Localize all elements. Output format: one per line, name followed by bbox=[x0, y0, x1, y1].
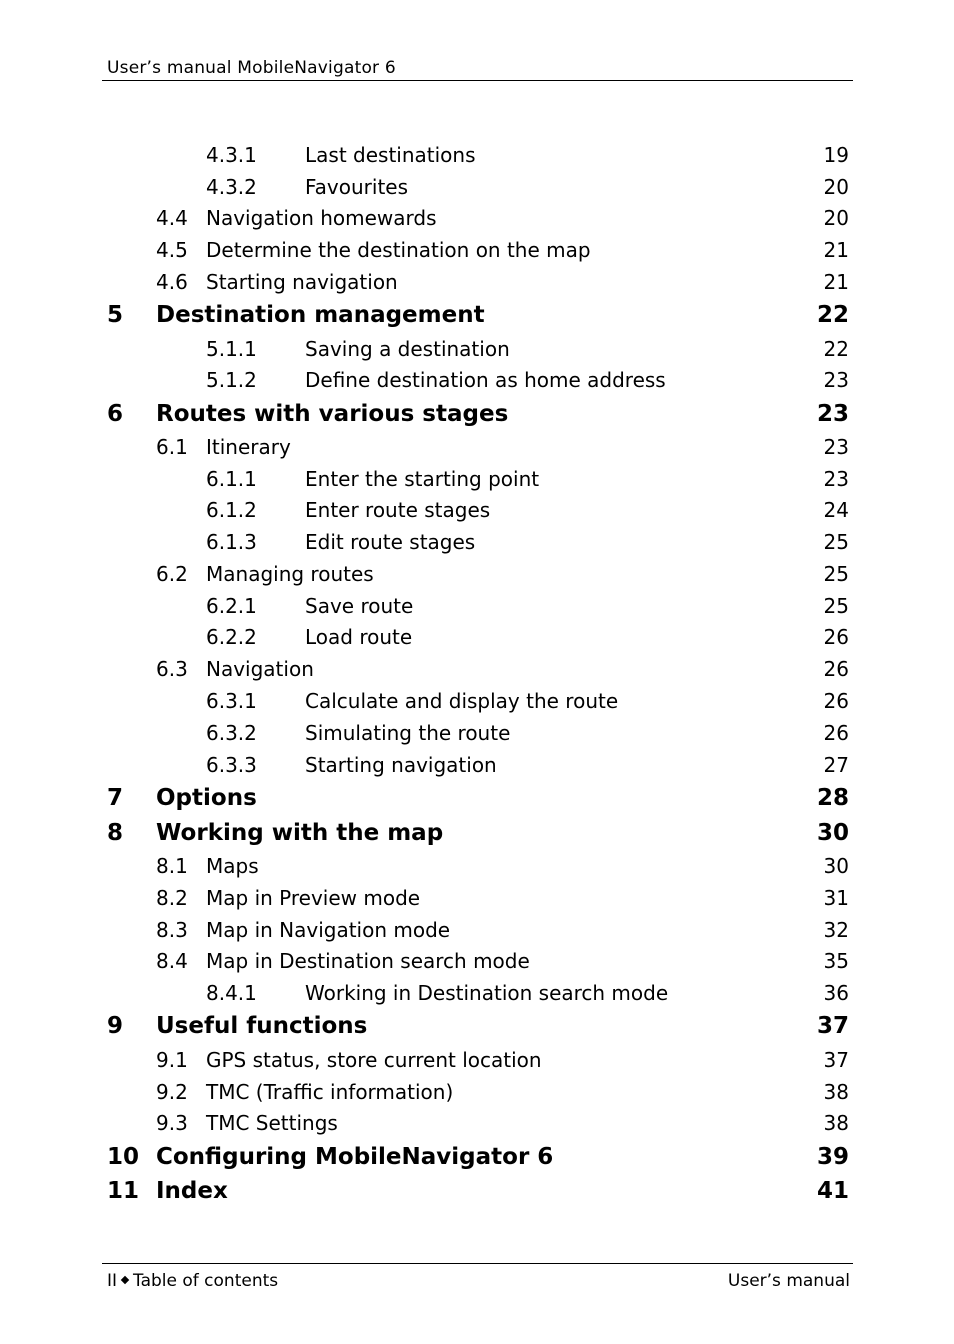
toc-entry-title: Calculate and display the route bbox=[305, 689, 619, 713]
toc-entry-num: 4.3.1 bbox=[206, 143, 257, 167]
toc-entry-title: Map in Navigation mode bbox=[206, 918, 451, 942]
toc-entry-num: 6.2.1 bbox=[206, 594, 257, 618]
toc-entry-title: Starting navigation bbox=[305, 753, 497, 777]
toc-entry-num: 6 bbox=[107, 401, 124, 427]
toc-entry-page: 30 bbox=[816, 820, 849, 846]
toc-entry-page: 37 bbox=[816, 1013, 849, 1039]
toc-entry-page: 21 bbox=[823, 270, 849, 294]
toc-entry-num: 9 bbox=[107, 1013, 124, 1039]
toc-entry-page: 38 bbox=[823, 1080, 849, 1104]
toc-entry-page: 22 bbox=[816, 302, 849, 328]
toc-entry-title: Define destination as home address bbox=[305, 368, 666, 392]
toc-entry-title: Index bbox=[156, 1178, 228, 1204]
toc-entry-title: Routes with various stages bbox=[156, 401, 509, 427]
toc-entry-page: 25 bbox=[823, 530, 849, 554]
toc-entry-title: Starting navigation bbox=[206, 270, 398, 294]
toc-entry-title: Favourites bbox=[305, 175, 409, 199]
toc-entry-num: 8 bbox=[107, 820, 124, 846]
toc-entry-page: 22 bbox=[823, 337, 849, 361]
toc-entry-page: 26 bbox=[823, 625, 849, 649]
footer-page-number: II bbox=[107, 1271, 118, 1291]
toc-entry-title: TMC Settings bbox=[206, 1111, 338, 1135]
toc-entry-title: Load route bbox=[305, 625, 413, 649]
toc-entry-page: 32 bbox=[823, 918, 849, 942]
toc-entry-page: 20 bbox=[823, 206, 849, 230]
toc-entry-page: 24 bbox=[823, 498, 849, 522]
toc-entry-num: 11 bbox=[107, 1178, 140, 1204]
toc-entry-title: Configuring MobileNavigator 6 bbox=[156, 1144, 554, 1170]
toc-entry-num: 6.1.1 bbox=[206, 467, 257, 491]
toc-entry-page: 23 bbox=[823, 435, 849, 459]
toc-entry-num: 6.1.3 bbox=[206, 530, 257, 554]
toc-entry-title: Navigation homewards bbox=[206, 206, 437, 230]
toc-entry-title: Saving a destination bbox=[305, 337, 510, 361]
toc-entry-num: 6.1.2 bbox=[206, 498, 257, 522]
toc-entry-num: 10 bbox=[107, 1144, 140, 1170]
diamond-bullet-icon bbox=[121, 1275, 129, 1283]
toc-entry-page: 27 bbox=[823, 753, 849, 777]
toc-entry-page: 25 bbox=[823, 594, 849, 618]
toc-entry-title: Map in Preview mode bbox=[206, 886, 421, 910]
toc-entry-num: 8.4.1 bbox=[206, 981, 257, 1005]
toc-entry-page: 23 bbox=[823, 467, 849, 491]
toc-entry-page: 26 bbox=[823, 689, 849, 713]
toc-entry-num: 8.4 bbox=[156, 949, 188, 973]
toc-entry-num: 9.1 bbox=[156, 1048, 188, 1072]
toc-entry-page: 37 bbox=[823, 1048, 849, 1072]
footer-section: Table of contents bbox=[133, 1271, 279, 1291]
toc-entry-title: Simulating the route bbox=[305, 721, 511, 745]
toc-entry-num: 6.2 bbox=[156, 562, 188, 586]
toc-entry-num: 8.3 bbox=[156, 918, 188, 942]
toc-entry-title: GPS status, store current location bbox=[206, 1048, 542, 1072]
toc-entry-num: 8.2 bbox=[156, 886, 188, 910]
toc-entry-page: 23 bbox=[816, 401, 849, 427]
toc-entry-title: Useful functions bbox=[156, 1013, 368, 1039]
toc-entry-num: 6.2.2 bbox=[206, 625, 257, 649]
toc-entry-page: 23 bbox=[823, 368, 849, 392]
toc-entry-title: Map in Destination search mode bbox=[206, 949, 530, 973]
page-footer bbox=[102, 1263, 853, 1291]
footer-right: User’s manual bbox=[727, 1271, 850, 1291]
toc-entry-page: 31 bbox=[823, 886, 849, 910]
page-header bbox=[102, 56, 853, 81]
toc-entry-page: 30 bbox=[823, 854, 849, 878]
toc-entry-page: 41 bbox=[816, 1178, 849, 1204]
toc-entry-page: 38 bbox=[823, 1111, 849, 1135]
toc-entry-title: Navigation bbox=[206, 657, 314, 681]
toc-entry-title: Managing routes bbox=[206, 562, 374, 586]
toc-entry-page: 28 bbox=[816, 785, 849, 811]
toc-entry-title: Options bbox=[156, 785, 257, 811]
toc-entry-num: 9.2 bbox=[156, 1080, 188, 1104]
toc-entry-page: 25 bbox=[823, 562, 849, 586]
toc-entry-num: 9.3 bbox=[156, 1111, 188, 1135]
toc-entry-title: Enter the starting point bbox=[305, 467, 540, 491]
toc-entry-page: 36 bbox=[823, 981, 849, 1005]
toc-entry-title: Destination management bbox=[156, 302, 485, 328]
footer-left bbox=[107, 1271, 278, 1291]
toc-entry-page: 39 bbox=[816, 1144, 849, 1170]
toc-entry-page: 19 bbox=[823, 143, 849, 167]
toc-entry-num: 4.6 bbox=[156, 270, 188, 294]
toc-entry-num: 7 bbox=[107, 785, 124, 811]
toc-entry-title: Working with the map bbox=[156, 820, 444, 846]
toc-entry-num: 6.1 bbox=[156, 435, 188, 459]
toc-entry-title: Maps bbox=[206, 854, 259, 878]
toc-entry-num: 6.3.2 bbox=[206, 721, 257, 745]
header-title: User’s manual MobileNavigator 6 bbox=[107, 58, 396, 78]
toc-entry-title: Enter route stages bbox=[305, 498, 491, 522]
toc-entry-num: 4.3.2 bbox=[206, 175, 257, 199]
toc-entry-num: 4.4 bbox=[156, 206, 188, 230]
toc-entry-title: Last destinations bbox=[305, 143, 476, 167]
toc-entry-page: 26 bbox=[823, 721, 849, 745]
toc-entry-page: 26 bbox=[823, 657, 849, 681]
toc-entry-page: 35 bbox=[823, 949, 849, 973]
toc-entry-title: TMC (Traffic information) bbox=[206, 1080, 454, 1104]
toc-entry-num: 6.3.1 bbox=[206, 689, 257, 713]
toc-entry-num: 4.5 bbox=[156, 238, 188, 262]
toc-entry-num: 5 bbox=[107, 302, 124, 328]
toc-entry-num: 8.1 bbox=[156, 854, 188, 878]
toc-entry-num: 6.3.3 bbox=[206, 753, 257, 777]
toc-entry-page: 21 bbox=[823, 238, 849, 262]
toc-entry-title: Determine the destination on the map bbox=[206, 238, 591, 262]
toc-entry-page: 20 bbox=[823, 175, 849, 199]
toc-entry-title: Edit route stages bbox=[305, 530, 476, 554]
toc-entry-title: Itinerary bbox=[206, 435, 291, 459]
toc-entry-num: 5.1.1 bbox=[206, 337, 257, 361]
toc-entry-num: 6.3 bbox=[156, 657, 188, 681]
toc-entry-title: Working in Destination search mode bbox=[305, 981, 669, 1005]
toc-entry-title: Save route bbox=[305, 594, 414, 618]
toc-entry-num: 5.1.2 bbox=[206, 368, 257, 392]
